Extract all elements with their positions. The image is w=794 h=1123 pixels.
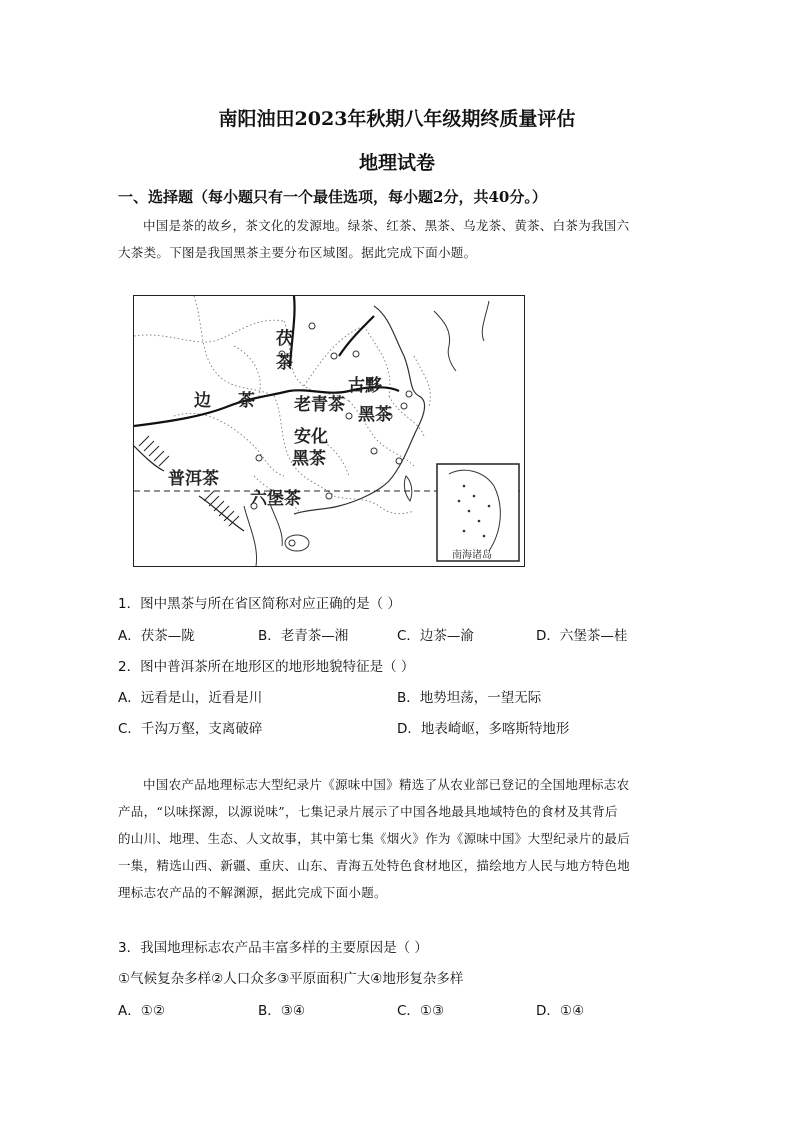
map-label-laoqing: 老青茶 (294, 395, 345, 415)
map-label-guyi: 古黟 (348, 376, 382, 396)
question-3-items: ①气候复杂多样②人口众多③平原面积广大④地形复杂多样 (118, 971, 464, 987)
passage-1 (118, 212, 678, 266)
passage-2-line-2: 产品，“以味探源，以源说味”，七集记录片展示了中国各地最具地域特色的食材及其背后 (118, 804, 618, 819)
question-2-option-d: D．地表崎岖，多喀斯特地形 (397, 721, 570, 737)
question-3-stem: 3．我国地理标志农产品丰富多样的主要原因是（ ） (118, 940, 428, 956)
passage-2-line-1: 中国农产品地理标志大型纪录片《源味中国》精选了从农业部已登记的全国地理标志农 (143, 777, 630, 792)
passage-1-line-1: 中国是茶的故乡，茶文化的发源地。绿茶、红茶、黑茶、乌龙茶、黄茶、白茶为我国六 (143, 218, 630, 233)
map-label-bian: 边 (194, 391, 211, 411)
map-drawing (134, 296, 524, 566)
map-label-cha: 茶 (238, 391, 255, 411)
section-heading: 一、选择题（每小题只有一个最佳选项，每小题2分，共40分。） (118, 188, 547, 206)
question-2-stem: 2．图中普洱茶所在地形区的地形地貌特征是（ ） (118, 659, 415, 675)
map-label-anhua: 安化 (294, 427, 328, 447)
map-label-inset: 南海诸岛 (452, 550, 492, 561)
passage-2 (118, 771, 678, 906)
map-label-fu1: 茯 (276, 329, 293, 349)
page-subtitle: 地理试卷 (358, 152, 435, 174)
map-label-puer: 普洱茶 (168, 469, 219, 489)
question-2-option-c: C．千沟万壑，支离破碎 (118, 721, 263, 737)
map-label-fu2: 茶 (276, 353, 293, 373)
map-label-heicha1: 黑茶 (358, 405, 392, 425)
question-2-option-b: B．地势坦荡，一望无际 (397, 690, 542, 706)
question-3-option-c: C．①③ (397, 1003, 445, 1019)
passage-2-line-5: 理标志农产品的不解渊源，据此完成下面小题。 (118, 885, 387, 900)
question-1-option-a: A．茯茶—陇 (118, 628, 195, 644)
question-1-option-d: D．六堡茶—桂 (536, 628, 628, 644)
question-1-option-b: B．老青茶—湘 (258, 628, 349, 644)
question-3-option-a: A．①② (118, 1003, 165, 1019)
map-label-liubao: 六堡茶 (250, 489, 301, 509)
map-label-heicha2: 黑茶 (292, 449, 326, 469)
question-3-option-b: B．③④ (258, 1003, 305, 1019)
question-1-option-c: C．边茶—渝 (397, 628, 474, 644)
question-2-option-a: A．远看是山，近看是川 (118, 690, 263, 706)
question-3-option-d: D．①④ (536, 1003, 585, 1019)
passage-1-line-2: 大茶类。下图是我国黑茶主要分布区域图。据此完成下面小题。 (118, 245, 477, 260)
passage-2-line-4: 一集，精选山西、新疆、重庆、山东、青海五处特色食材地区，描绘地方人民与地方特色地 (118, 858, 631, 873)
page-title: 南阳油田2023年秋期八年级期终质量评估 (218, 108, 576, 130)
question-1-stem: 1．图中黑茶与所在省区简称对应正确的是（ ） (118, 596, 401, 612)
black-tea-map (133, 295, 525, 567)
passage-2-line-3: 的山川、地理、生态、人文故事，其中第七集《烟火》作为《源味中国》大型纪录片的最后 (118, 831, 631, 846)
